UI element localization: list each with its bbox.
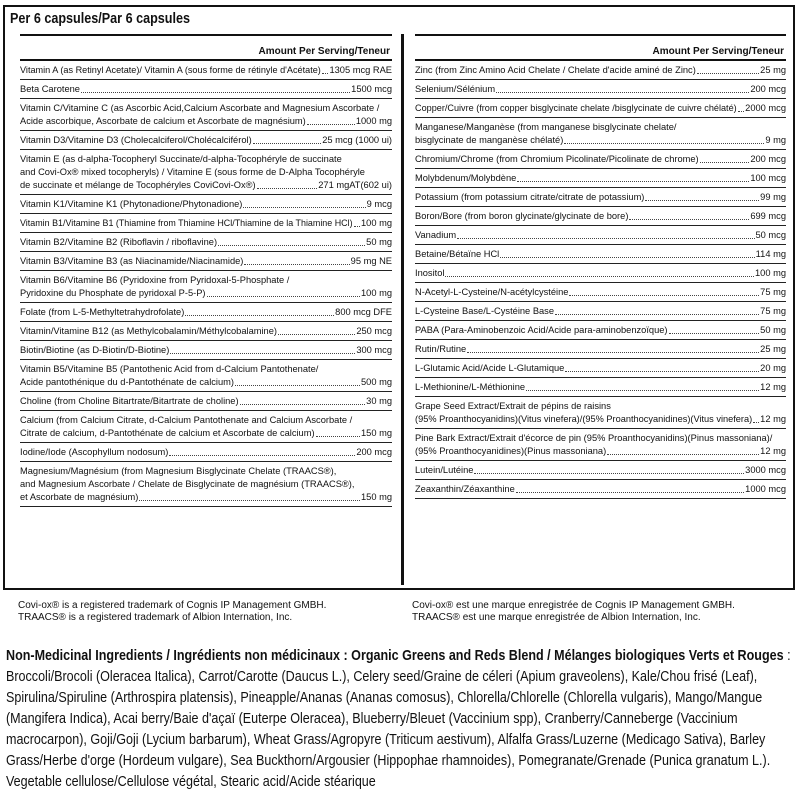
nutrient-row (20, 322, 392, 341)
nutrient-name: and Covi-Ox® mixed tocopheryls) / Vitamine E (sous forme de D-Alpha Tocophéryle (20, 167, 365, 177)
nutrient-amount: 95 mg NE (350, 256, 392, 266)
nutrient-name: PABA (Para-Aminobenzoic Acid/Acide para-aminobenzoïque) (415, 325, 668, 335)
nutrient-line (415, 381, 786, 394)
nutrient-row (415, 264, 786, 283)
nutrient-name: Pine Bark Extract/Extrait d'écorce de pin (95% Proanthocyanidins)(Pinus massoniana)/ (415, 433, 773, 443)
nutrient-line (415, 432, 786, 445)
dot-leader (307, 124, 355, 125)
nutrient-name: Vitamin B1/Vitamine B1 (Thiamine from Thiamine HCl/Thiamine de la Thiamine HCl) (20, 218, 353, 228)
nutrient-row (20, 271, 392, 303)
nutrient-name: Citrate de calcium, d-Pantothénate de calcium et Ascorbate de calcium) (20, 428, 315, 438)
nutrient-name: (95% Proanthocyanidines)(Pinus massoniana) (415, 446, 607, 456)
nutrient-row (415, 378, 786, 397)
nutrient-row (415, 480, 786, 499)
nutrient-name: L-Methionine/L-Méthionine (415, 382, 526, 392)
nutrient-line (415, 413, 786, 426)
nutrient-name: Betaine/Bétaïne HCl (415, 249, 500, 259)
nutrient-name: Inositol (415, 268, 445, 278)
nutrient-name: et Ascorbate de magnésium) (20, 492, 139, 502)
nutrient-line (415, 83, 786, 96)
nutrient-name: Beta Carotene (20, 84, 80, 94)
nutrient-name: Potassium (from potassium citrate/citrate de potassium) (415, 192, 645, 202)
nutrient-row (20, 233, 392, 252)
nutrient-line (415, 324, 786, 337)
nutrient-name: L-Glutamic Acid/Acide L-Glutamique (415, 363, 565, 373)
nutrient-amount: 200 mcg (356, 447, 392, 457)
dot-leader (738, 111, 744, 112)
nutrient-line (415, 286, 786, 299)
nutrient-line (20, 153, 392, 166)
nutrient-amount: 1000 mg (355, 116, 392, 126)
nutrient-name: Vitamin B6/Vitamine B6 (Pyridoxine from Pyridoxal-5-Phosphate / (20, 275, 290, 285)
nutrient-name: Calcium (from Calcium Citrate, d-Calcium Pantothenate and Calcium Ascorbate / (20, 415, 353, 425)
trademark-notes-english (18, 600, 326, 624)
nutrient-line (20, 217, 392, 230)
dot-leader (445, 276, 754, 277)
nutrient-name: L-Cysteine Base/L-Cystéine Base (415, 306, 555, 316)
dot-leader (218, 245, 365, 246)
nutrient-name: Pyridoxine du Phosphate de pyridoxal P-5-P) (20, 288, 206, 298)
nutrient-line (415, 483, 786, 496)
nutrient-name: Vitamin B5/Vitamine B5 (Pantothenic Acid from d-Calcium Pantothenate/ (20, 364, 319, 374)
nutrient-row (20, 462, 392, 507)
nutrient-amount: 100 mg (754, 268, 786, 278)
dot-leader (516, 492, 744, 493)
nutrient-row (20, 392, 392, 411)
nutrient-name: Boron/Bore (from boron glycinate/glycinate de bore) (415, 211, 629, 221)
nutrient-amount: 1305 mcg RAE (329, 65, 392, 75)
nutrient-line (415, 229, 786, 242)
note-line: TRAACS® est une marque enregistrée de Albion Internation, Inc. (412, 612, 701, 623)
nutrient-line (20, 179, 392, 192)
nutrient-row (20, 360, 392, 392)
nutrient-line (20, 83, 392, 96)
nutrient-amount: 200 mcg (750, 154, 786, 164)
nutrient-name: Vitamin E (as d-alpha-Tocopheryl Succinate/d-alpha-Tocophéryle de succinate (20, 154, 342, 164)
nutrient-name: and Magnesium Ascorbate / Chelate de Bisglycinate de magnésium (TRAACS®), (20, 479, 355, 489)
nutrient-amount: 25 mcg (1000 ui) (322, 135, 392, 145)
nutrient-amount: 250 mcg (356, 326, 392, 336)
nutrient-name: Molybdenum/Molybdène (415, 173, 517, 183)
dot-leader (235, 385, 360, 386)
nutrient-name: Magnesium/Magnésium (from Magnesium Bisglycinate Chelate (TRAACS®), (20, 466, 337, 476)
nutrient-row (415, 397, 786, 429)
nutrient-row (20, 150, 392, 195)
nutrient-row (415, 359, 786, 378)
nutrient-row (20, 303, 392, 322)
nutrient-name: bisglycinate de manganèse chélaté) (415, 135, 564, 145)
nutrient-name: Selenium/Sélénium (415, 84, 496, 94)
dot-leader (316, 436, 360, 437)
nutrient-amount: 200 mcg (750, 84, 786, 94)
dot-leader (526, 390, 759, 391)
dot-leader (474, 473, 744, 474)
nutrient-line (20, 274, 392, 287)
nutrient-amount: 75 mg (760, 287, 786, 297)
nutrient-amount: 300 mcg (356, 345, 392, 355)
nutrient-name: Iodine/Iode (Ascophyllum nodosum) (20, 447, 169, 457)
nutrient-line (20, 395, 392, 408)
nutrient-amount: 99 mg (760, 192, 786, 202)
dot-leader (170, 353, 355, 354)
dot-leader (669, 333, 760, 334)
nutrient-line (415, 210, 786, 223)
nutrient-line (20, 134, 392, 147)
dot-leader (253, 143, 322, 144)
nutrient-name: Rutin/Rutine (415, 344, 467, 354)
nutrient-amount: 12 mg (760, 446, 786, 456)
right-column (415, 34, 786, 585)
nutrient-amount: 2000 mcg (745, 103, 786, 113)
nutrient-line (415, 248, 786, 261)
nutrient-amount: 500 mg (360, 377, 392, 387)
dot-leader (700, 162, 750, 163)
nutrient-name: Vitamin A (as Retinyl Acetate)/ Vitamin A (sous forme de rétinyle d'Acétate) (20, 65, 321, 75)
nutrient-line (20, 363, 392, 376)
nutrient-amount: 9 mg (765, 135, 786, 145)
nutrient-row (415, 226, 786, 245)
dot-leader (243, 207, 365, 208)
nutrient-row (415, 245, 786, 264)
nutrient-row (20, 443, 392, 462)
nutrient-line (20, 287, 392, 300)
nutrient-amount: 1000 mcg (745, 484, 786, 494)
dot-leader (322, 73, 328, 74)
nutrient-line (20, 64, 392, 77)
note-line: Covi-ox® is a registered trademark of Cognis IP Management GMBH. (18, 600, 327, 611)
column-divider (401, 34, 404, 585)
nutrient-amount: 50 mg (366, 237, 392, 247)
nutrient-row (415, 150, 786, 169)
nutrient-line (415, 445, 786, 458)
nutrient-name: Acide ascorbique, Ascorbate de calcium et Ascorbate de magnésium) (20, 116, 306, 126)
nutrient-line (415, 400, 786, 413)
dot-leader (607, 454, 759, 455)
nutrient-row (415, 118, 786, 150)
nutrient-line (415, 102, 786, 115)
nutrient-line (20, 306, 392, 319)
dot-leader (496, 92, 749, 93)
nutrient-name: Copper/Cuivre (from copper bisglycinate chelate /bisglycinate de cuivre chélaté) (415, 103, 737, 113)
nutrient-row (415, 188, 786, 207)
nutrient-amount: 25 mg (760, 344, 786, 354)
nutrient-amount: 30 mg (366, 396, 392, 406)
nutrient-line (415, 305, 786, 318)
nutrient-name: Vanadium (415, 230, 457, 240)
nutrient-amount: 150 mg (360, 428, 392, 438)
nutrient-line (20, 325, 392, 338)
nutrient-name: Choline (from Choline Bitartrate/Bitartrate de choline) (20, 396, 239, 406)
nutrient-row (20, 61, 392, 80)
dot-leader (240, 404, 366, 405)
nutrient-name: Folate (from L-5-Methyltetrahydrofolate) (20, 307, 185, 317)
dot-leader (185, 315, 334, 316)
nutrient-row (20, 99, 392, 131)
nutrient-row (20, 214, 392, 233)
nutrient-line (20, 344, 392, 357)
nutrient-row (415, 461, 786, 480)
nutrient-row (20, 341, 392, 360)
nutrient-line (20, 255, 392, 268)
nutrient-row (415, 207, 786, 226)
dot-leader (564, 143, 764, 144)
nutrient-line (415, 343, 786, 356)
nutrient-line (20, 478, 392, 491)
nutrient-line (415, 64, 786, 77)
nutrient-name: Chromium/Chrome (from Chromium Picolinate/Picolinate de chrome) (415, 154, 699, 164)
dot-leader (697, 73, 759, 74)
nutrient-row (415, 61, 786, 80)
non-medicinal-ingredients (6, 646, 796, 793)
nutrient-amount: 114 mg (755, 249, 786, 259)
ingredients-list: : Broccoli/Brocoli (Oleracea Italica), Carrot/Carotte (Daucus L.), Celery seed/Graine de céleri (Apium graveolens), Kale/Chou frisé (Leaf), Spirulina/Spiruline (Arthrospira platensis), Pineapple/Ananas (Ananas comosus), Chlorella/Chlorelle (Chlorella vulgaris), Mango/Mangue (Mangifera Indica), Acai berry/Baie d'açaï (Euterpe Oleracea), Blueberry/Bleuet (Vaccinium spp), Cranberry/Canneberge (Vaccinium macrocarpon), Goji/Goji (Lycium barbarum), Wheat Grass/Agropyre (Triticum aestivum), Alfalfa Grass/Luzerne (Medicago Sativa), Barley Grass/Herbe d'orge (Hordeum vulgare), Sea Buckthorn/Argousier (Hippophae rhamnoides), Pomegranate/Grenade (Punica granatum L.). Vegetable cellulose/Cellulose végétal, Stearic acid/Acide stéarique (6, 648, 791, 790)
nutrient-line (415, 191, 786, 204)
dot-leader (645, 200, 759, 201)
nutrient-line (415, 362, 786, 375)
nutrient-row (20, 252, 392, 271)
dot-leader (629, 219, 749, 220)
nutrient-amount: 100 mg (360, 288, 392, 298)
dot-leader (207, 296, 360, 297)
nutrient-name: Manganese/Manganèse (from manganese bisglycinate chelate/ (415, 122, 677, 132)
nutrient-name: N-Acetyl-L-Cysteine/N-acétylcystéine (415, 287, 569, 297)
nutrient-row (20, 411, 392, 443)
dot-leader (467, 352, 759, 353)
nutrient-amount: 12 mg (760, 414, 786, 424)
left-rows (20, 61, 392, 507)
nutrient-line (20, 376, 392, 389)
right-rows (415, 61, 786, 499)
ingredients-heading: Non-Medicinal Ingredients / Ingrédients non médicinaux : Organic Greens and Reds Blend / Mélanges biologiques Verts et Rouges (6, 648, 784, 664)
nutrient-row (415, 283, 786, 302)
nutrient-line (415, 134, 786, 147)
nutrient-amount: 25 mg (760, 65, 786, 75)
nutrient-amount: 271 mgAT(602 ui) (318, 180, 392, 190)
dot-leader (753, 422, 759, 423)
panel-title: Per 6 capsules/Par 6 capsules (10, 10, 191, 27)
nutrient-amount: 699 mcg (750, 211, 786, 221)
note-line: TRAACS® is a registered trademark of Albion Internation, Inc. (18, 612, 293, 623)
nutrient-name: Vitamin K1/Vitamine K1 (Phytonadione/Phytonadione) (20, 199, 243, 209)
dot-leader (354, 226, 360, 227)
nutrient-name: Vitamin/Vitamine B12 (as Methylcobalamin/Méthylcobalamine) (20, 326, 277, 336)
nutrient-line (20, 198, 392, 211)
nutrient-line (20, 115, 392, 128)
nutrient-line (20, 491, 392, 504)
nutrient-name: (95% Proanthocyanidins)(Vitus vinefera)/(95% Proanthocyanidines)(Vitus vinefera) (415, 414, 753, 424)
trademark-notes-french (412, 600, 735, 624)
nutrient-name: Zeaxanthin/Zéaxanthine (415, 484, 515, 494)
dot-leader (569, 295, 759, 296)
nutrient-name: Acide pantothénique du d-Pantothénate de calcium) (20, 377, 234, 387)
nutrient-name: Vitamin B3/Vitamine B3 (as Niacinamide/Niacinamide) (20, 256, 244, 266)
nutrient-line (20, 102, 392, 115)
dot-leader (278, 334, 355, 335)
nutrient-name: Zinc (from Zinc Amino Acid Chelate / Chelate d'acide aminé de Zinc) (415, 65, 696, 75)
nutrient-row (415, 169, 786, 188)
nutrient-amount: 3000 mcg (745, 465, 786, 475)
left-column-header: Amount Per Serving/Teneur (20, 36, 392, 61)
dot-leader (257, 188, 318, 189)
nutrient-row (415, 80, 786, 99)
dot-leader (81, 92, 350, 93)
nutrient-amount: 9 mcg (366, 199, 392, 209)
dot-leader (139, 500, 360, 501)
dot-leader (457, 238, 754, 239)
right-column-header: Amount Per Serving/Teneur (415, 36, 786, 61)
nutrient-name: Grape Seed Extract/Extrait de pépins de raisins (415, 401, 611, 411)
nutrient-row (20, 195, 392, 214)
nutrient-name: de succinate et mélange de Tocophéryles CoviCovi-Ox®) (20, 180, 256, 190)
left-column (20, 34, 392, 585)
note-line: Covi-ox® est une marque enregistrée de Cognis IP Management GMBH. (412, 600, 735, 611)
nutrient-amount: 100 mcg (750, 173, 786, 183)
nutrient-line (415, 267, 786, 280)
nutrient-row (415, 302, 786, 321)
dot-leader (244, 264, 349, 265)
nutrient-name: Vitamin C/Vitamine C (as Ascorbic Acid,Calcium Ascorbate and Magnesium Ascorbate / (20, 103, 380, 113)
nutrient-row (20, 131, 392, 150)
nutrient-amount: 50 mg (760, 325, 786, 335)
nutrient-line (20, 236, 392, 249)
nutrient-row (20, 80, 392, 99)
nutrient-amount: 100 mg (360, 218, 392, 228)
nutrient-line (20, 446, 392, 459)
nutrient-amount: 800 mcg DFE (335, 307, 392, 317)
nutrient-name: Vitamin B2/Vitamine B2 (Riboflavin / riboflavine) (20, 237, 218, 247)
nutrient-line (415, 464, 786, 477)
nutrient-amount: 75 mg (760, 306, 786, 316)
nutrient-line (415, 121, 786, 134)
nutrient-amount: 20 mg (760, 363, 786, 373)
nutrient-line (20, 427, 392, 440)
nutrient-line (20, 414, 392, 427)
dot-leader (565, 371, 759, 372)
nutrient-row (415, 99, 786, 118)
nutrient-amount: 150 mg (360, 492, 392, 502)
dot-leader (517, 181, 749, 182)
nutrient-row (415, 340, 786, 359)
dot-leader (500, 257, 754, 258)
nutrient-row (415, 429, 786, 461)
nutrient-line (415, 153, 786, 166)
supplement-facts-panel (3, 5, 795, 590)
nutrient-name: Vitamin D3/Vitamine D3 (Cholecalciferol/Cholécalciférol) (20, 135, 252, 145)
dot-leader (169, 455, 355, 456)
nutrient-line (415, 172, 786, 185)
nutrient-amount: 50 mcg (755, 230, 786, 240)
nutrient-line (20, 465, 392, 478)
dot-leader (555, 314, 759, 315)
nutrient-name: Lutein/Lutéine (415, 465, 474, 475)
nutrient-amount: 12 mg (760, 382, 786, 392)
nutrient-amount: 1500 mcg (351, 84, 392, 94)
nutrient-name: Biotin/Biotine (as D-Biotin/D-Biotine) (20, 345, 170, 355)
nutrient-line (20, 166, 392, 179)
nutrient-row (415, 321, 786, 340)
